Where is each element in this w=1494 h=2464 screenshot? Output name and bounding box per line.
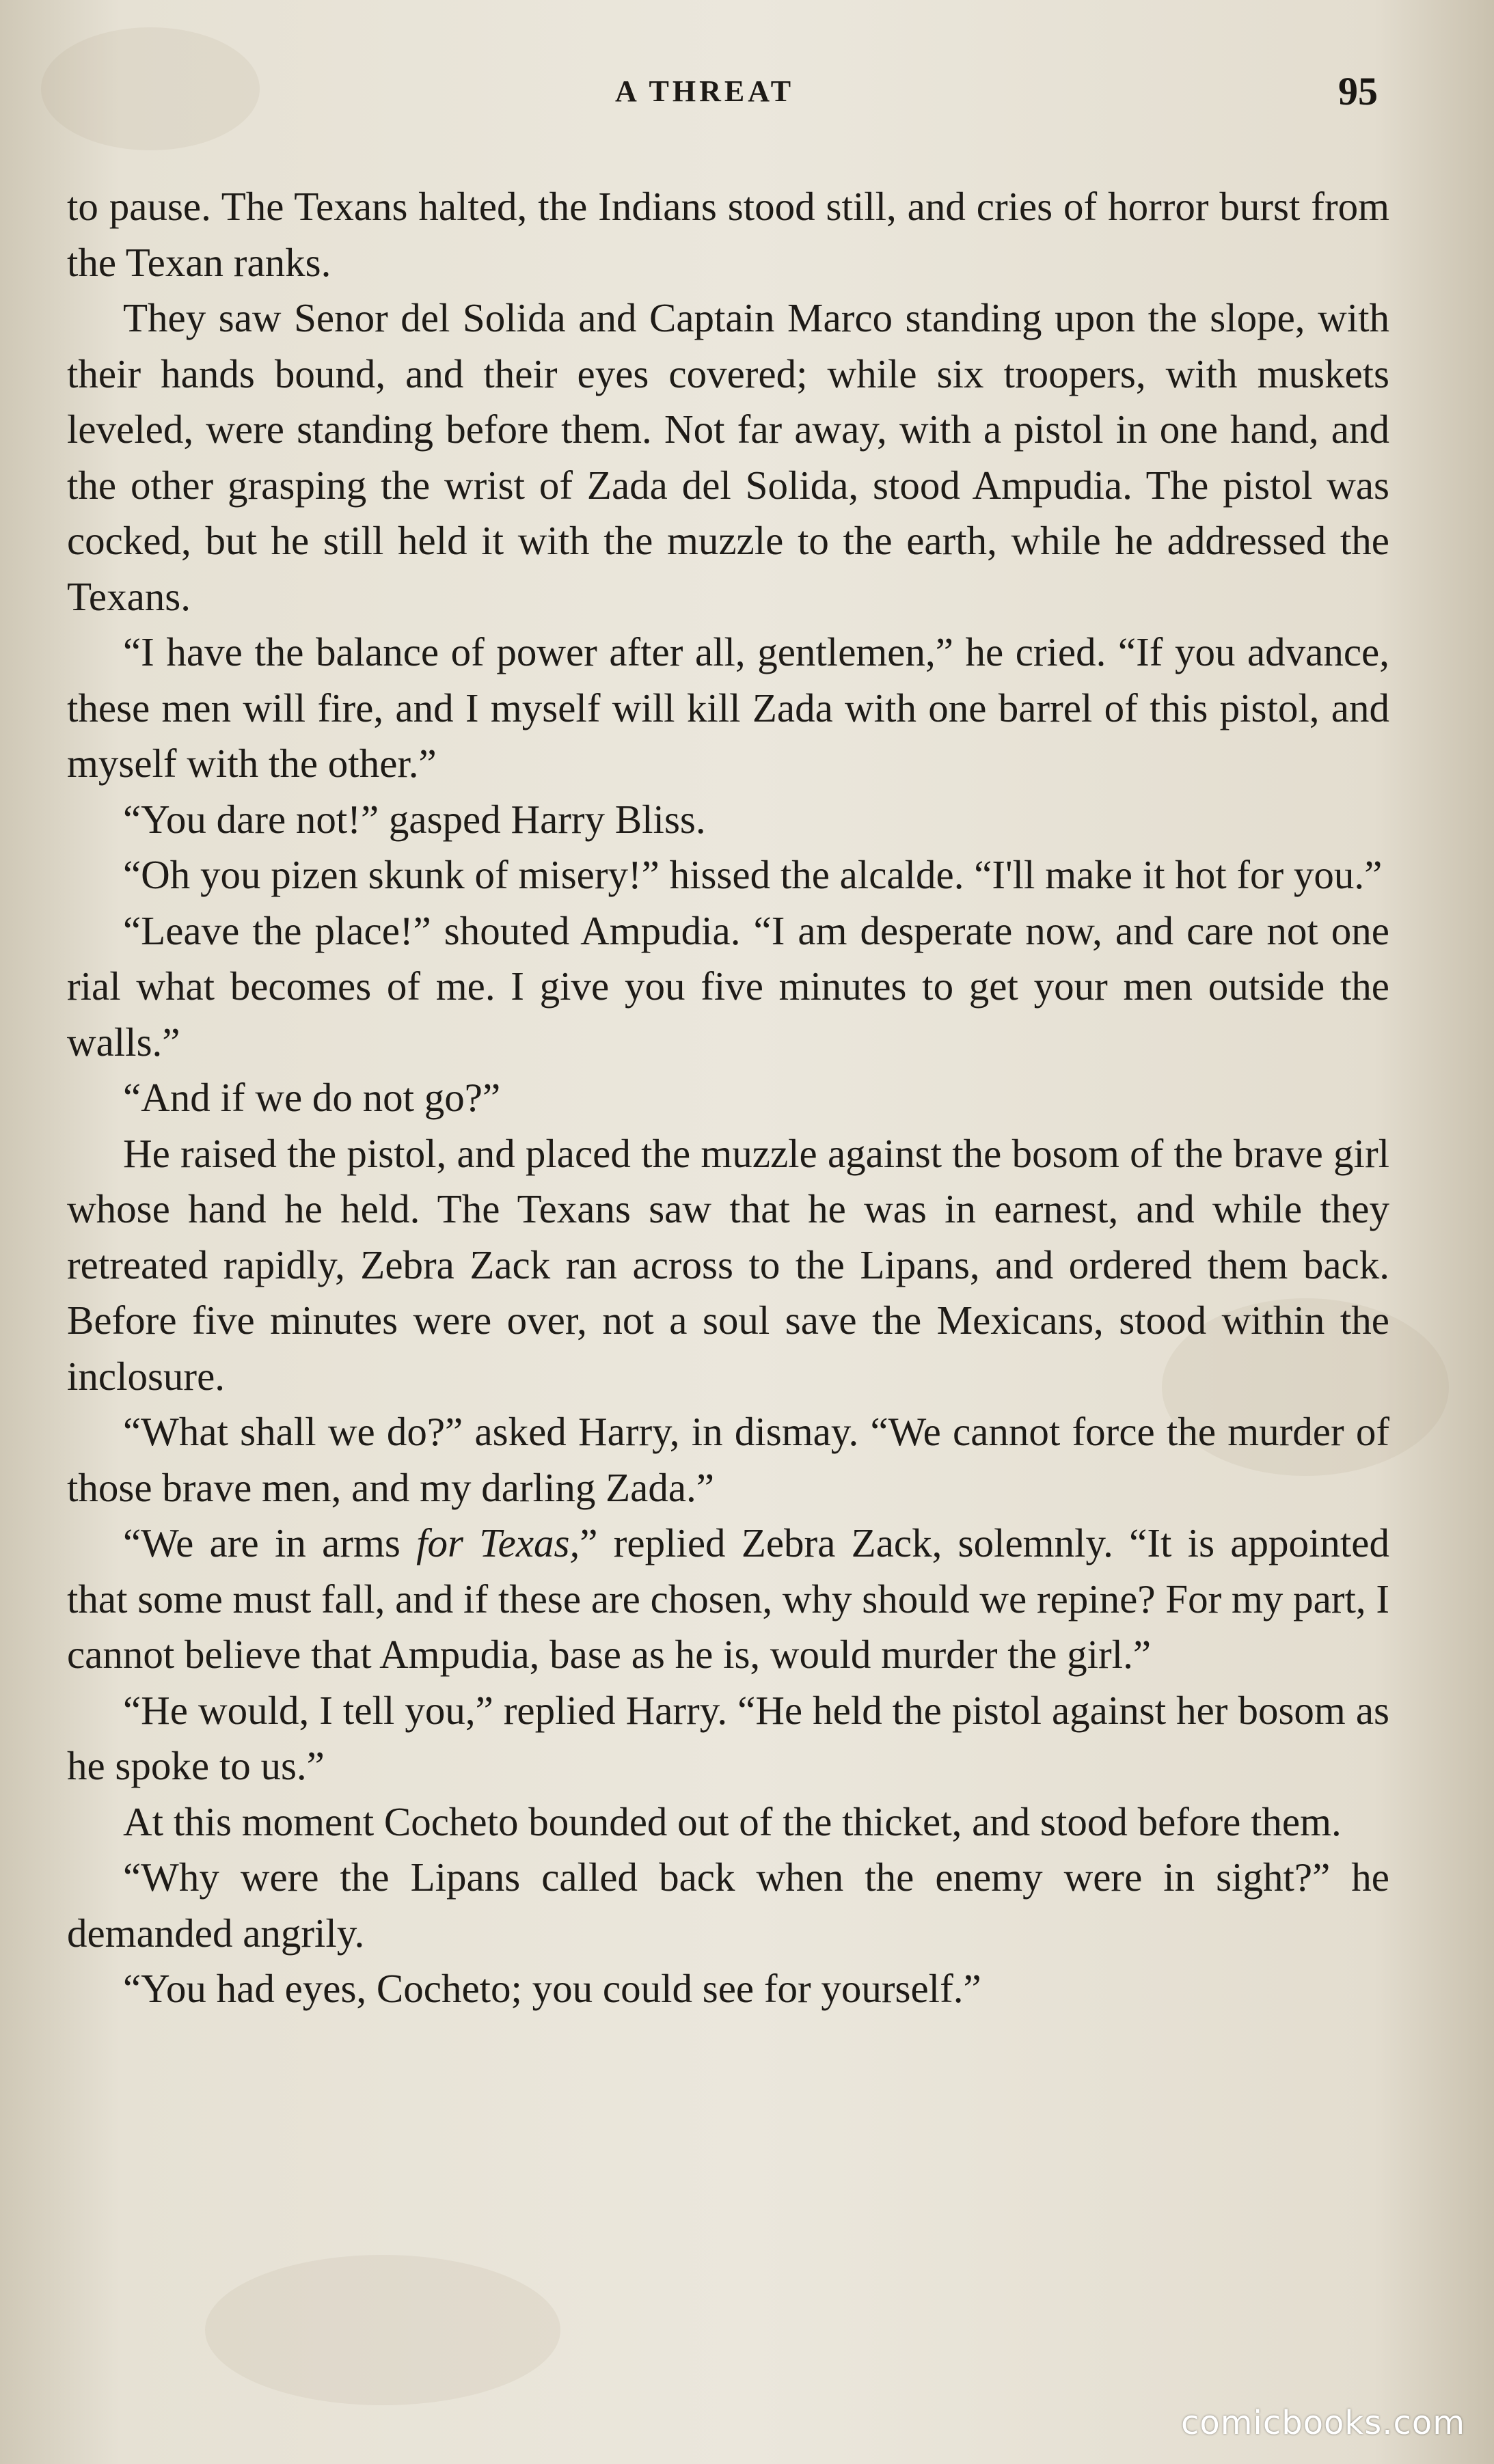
- paragraph: [67, 1126, 1389, 1405]
- paragraph: [67, 1070, 1389, 1126]
- paragraph: [67, 847, 1389, 903]
- text-run: “I have the balance of power after all, gentlemen,” he cried. “If you advance, these men will fire, and I myself will kill Zada with one barrel of this pistol, and myself with the other.”: [67, 629, 1389, 786]
- italic-phrase: for Texas,: [416, 1520, 580, 1565]
- text-run: ” replied Zebra Zack, solemnly. “It is appointed that some must fall, and if these are chosen, why should we repine? For my part, I cannot believe that Ampudia, base as he is, would murder the girl.”: [67, 1520, 1390, 1677]
- paragraph: [67, 625, 1389, 792]
- running-head: [0, 69, 1494, 122]
- paragraph: [67, 1516, 1389, 1683]
- text-run: “We are in arms: [123, 1520, 417, 1565]
- text-run: “What shall we do?” asked Harry, in dismay. “We cannot force the murder of those brave men, and my darling Zada.”: [67, 1409, 1389, 1510]
- text-run: “Why were the Lipans called back when the enemy were in sight?” he demanded angrily.: [67, 1854, 1389, 1956]
- paragraph: [67, 1794, 1389, 1850]
- paragraph: [67, 903, 1389, 1071]
- body-text: [67, 179, 1389, 2017]
- watermark: comicbooks.com: [1180, 2404, 1465, 2442]
- text-run: At this moment Cocheto bounded out of the thicket, and stood before them.: [123, 1798, 1342, 1844]
- text-run: “He would, I tell you,” replied Harry. “He held the pistol against her bosom as he spoke to us.”: [67, 1687, 1389, 1788]
- page-number: 95: [1338, 69, 1378, 113]
- running-title: A THREAT: [615, 74, 795, 108]
- paper-stain: [205, 2255, 560, 2405]
- text-run: “You had eyes, Cocheto; you could see for yourself.”: [123, 1966, 981, 2011]
- text-run: “You dare not!” gasped Harry Bliss.: [123, 796, 706, 842]
- paragraph: [67, 1404, 1389, 1516]
- text-run: “And if we do not go?”: [123, 1075, 501, 1120]
- paragraph: [67, 290, 1389, 625]
- text-run: “Leave the place!” shouted Ampudia. “I am desperate now, and care not one rial what becomes of me. I give you five minutes to get your men outside the walls.”: [67, 907, 1389, 1065]
- paragraph: [67, 1683, 1389, 1794]
- paragraph: [67, 179, 1389, 290]
- text-run: to pause. The Texans halted, the Indians stood still, and cries of horror burst from the Texan ranks.: [67, 184, 1389, 285]
- text-run: “Oh you pizen skunk of misery!” hissed the alcalde. “I'll make it hot for you.”: [123, 852, 1383, 897]
- paragraph: [67, 1961, 1389, 2017]
- text-run: He raised the pistol, and placed the muzzle against the bosom of the brave girl whose hand he held. The Texans saw that he was in earnest, and while they retreated rapidly, Zebra Zack ran across to the Lipans, and ordered them back. Before five minutes were over, not a soul save the Mexicans, stood within the inclosure.: [67, 1130, 1389, 1399]
- paragraph: [67, 1850, 1389, 1961]
- text-run: They saw Senor del Solida and Captain Marco standing upon the slope, with their hands bound, and their eyes covered; while six troopers, with muskets leveled, were standing before them. Not far away, with a pistol in one hand, and the other grasping the wrist of Zada del Solida, stood Ampudia. The pistol was cocked, but he still held it with the muzzle to the earth, while he addressed the Texans.: [67, 295, 1389, 619]
- paragraph: [67, 792, 1389, 848]
